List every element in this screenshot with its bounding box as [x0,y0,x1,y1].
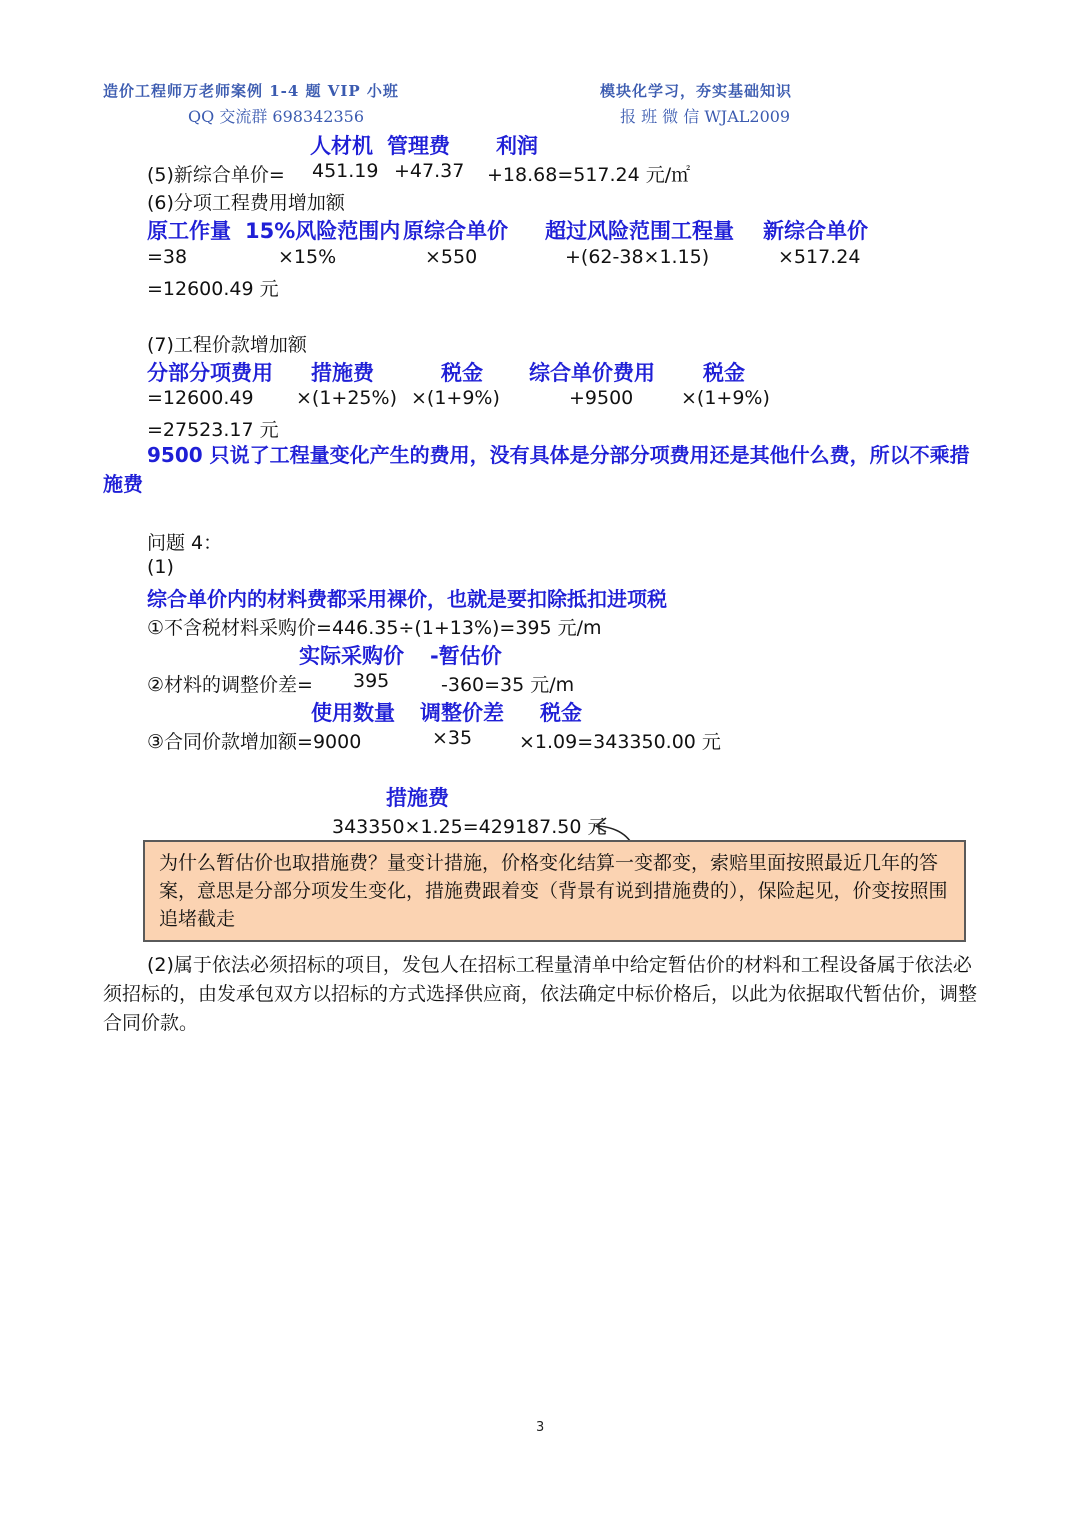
s6-label-4: 超过风险范围工程量 [545,219,734,243]
s6-label-5: 新综合单价 [763,219,868,243]
s7-label-4: 综合单价费用 [529,361,655,385]
q4-label-estimate: -暂估价 [430,644,502,668]
header-right-line2: 报 班 微 信 WJAL2009 [620,107,791,126]
header-left-line2: QQ 交流群 698342356 [188,107,365,126]
q4-measure-label: 措施费 [386,786,449,810]
s6-value-5: ×517.24 [778,246,861,268]
s6-label-3: 原综合单价 [403,219,508,243]
s6-label-1: 原工作量 [147,219,231,243]
q4-line2-a: ②材料的调整价差= [147,674,313,696]
q4-label-actual-price: 实际采购价 [299,644,404,668]
q4-measure-line: 343350×1.25=429187.50 元 [332,816,607,838]
label-guanlifei: 管理费 [387,134,450,158]
q4-line2-b: 395 [353,670,390,692]
s6-value-2: ×15% [278,246,337,268]
q4-line3-c: ×1.09=343350.00 元 [519,731,721,753]
label-rencaiji: 人材机 [310,134,373,158]
s5-value-1: 451.19 [312,160,379,182]
s7-label-2: 措施费 [311,361,374,385]
s5-value-3: +18.68=517.24 元/㎡ [487,164,691,186]
s5-line: (5)新综合单价= [147,164,285,186]
header-right-line1: 模块化学习，夯实基础知识 [600,82,793,100]
s7-value-4: +9500 [569,387,634,409]
note-box-text: 为什么暂估价也取措施费？量变计措施，价格变化结算一变都变，索赔里面按照最近几年的答案，意思是分部分项发生变化，措施费跟着变（背景有说到措施费的），保险起见，价变按照围追堵截走 [159,852,948,930]
q4-line3-a: ③合同价款增加额=9000 [147,731,362,753]
s7-result: =27523.17 元 [147,419,279,441]
s6-label-2: 15%风险范围内 [245,219,401,243]
header-left-line1: 造价工程师万老师案例 1-4 题 VIP 小班 [103,82,399,100]
page-number: 3 [536,1420,545,1435]
q4-label-qty: 使用数量 [311,701,395,725]
s7-label-5: 税金 [703,361,745,385]
q4-line2-c: -360=35 元/m [441,674,575,696]
s7-value-2: ×(1+25%) [296,387,397,409]
s5-value-2: +47.37 [394,160,465,182]
q4-line1: ①不含税材料采购价=446.35÷(1+13%)=395 元/m [147,617,602,639]
s6-title: (6)分项工程费用增加额 [147,192,345,214]
s7-value-1: =12600.49 [147,387,254,409]
q4-label-diff: 调整价差 [420,701,504,725]
s7-value-3: ×(1+9%) [411,387,500,409]
s7-title: (7)工程价款增加额 [147,334,307,356]
s6-value-3: ×550 [425,246,478,268]
q4-label-tax: 税金 [540,701,582,725]
q4-part1: (1) [147,556,174,578]
q4-part2: (2)属于依法必须招标的项目，发包人在招标工程量清单中给定暂估价的材料和工程设备属于依法必须招标的，由发承包双方以招标的方式选择供应商，依法确定中标价格后，以此为依据取代暂估价，调整合同价款。 [103,954,978,1034]
note-box [143,840,966,942]
q4-note: 综合单价内的材料费都采用裸价，也就是要扣除抵扣进项税 [147,587,667,611]
s6-value-4: +(62-38×1.15) [565,246,710,268]
s7-note: 9500 只说了工程量变化产生的费用，没有具体是分部分项费用还是其他什么费，所以不乘措施费 [103,443,970,496]
q4-line3-b: ×35 [432,727,473,749]
label-lirun: 利润 [496,134,538,158]
s7-value-5: ×(1+9%) [681,387,770,409]
s7-label-3: 税金 [441,361,483,385]
s6-result: =12600.49 元 [147,278,279,300]
s7-label-1: 分部分项费用 [147,361,273,385]
q4-title: 问题 4： [147,532,223,554]
s6-value-1: =38 [147,246,188,268]
